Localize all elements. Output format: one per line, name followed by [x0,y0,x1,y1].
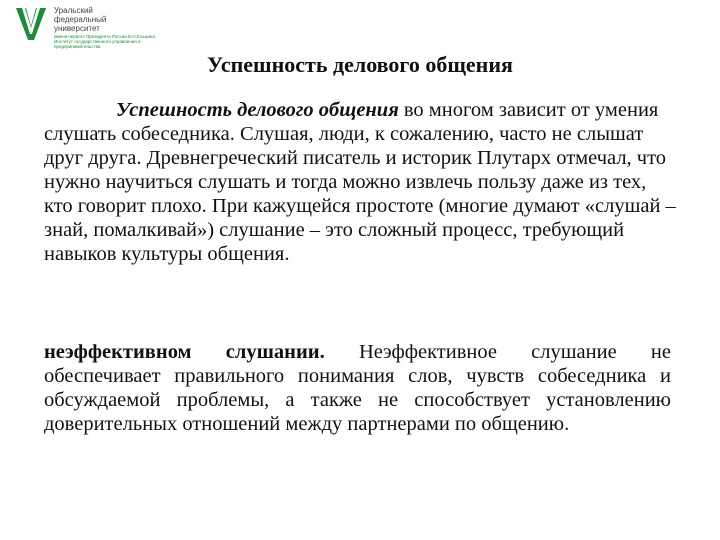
logo-tagline-line: имени первого Президента России Б.Н.Ельцина [54,34,155,39]
logo-university-name [54,6,106,33]
university-logo [14,4,194,48]
paragraph-body: Неэффективное слушание не обеспечивает правильного понимания слов, чувств собеседника и обсуждаемой проблемы, а также не способствует установлению доверительных отношений между партнерами по общению. [44,341,671,435]
paragraph-lead-term: неэффективном слушании. [44,341,325,363]
logo-tagline [54,34,164,49]
paragraph-listening-success [44,98,676,266]
logo-name-line: университет [54,24,100,33]
logo-tagline-line: Институт государственного управления и предпринимательства [54,39,141,49]
paragraph-lead-term: Успешность делового общения [116,99,399,121]
slide-title: Успешность делового общения [207,52,513,77]
paragraph-ineffective-listening [44,340,671,436]
urfu-logo-icon [14,4,48,44]
logo-name-line: Уральский [54,6,93,15]
paragraph-body: во многом зависит от умения слушать собеседника. Слушая, люди, к сожалению, часто не слышат друг друга. Древнегреческий писатель и историк Плутарх отмечал, что нужно научиться слушать и тогда можно извлечь пользу даже из тех, кто говорит плохо. При кажущейся простоте (многие думают «слушай – знай, помалкивай») слушание – это сложный процесс, требующий навыков культуры общения. [44,99,676,265]
logo-name-line: федеральный [54,15,107,24]
